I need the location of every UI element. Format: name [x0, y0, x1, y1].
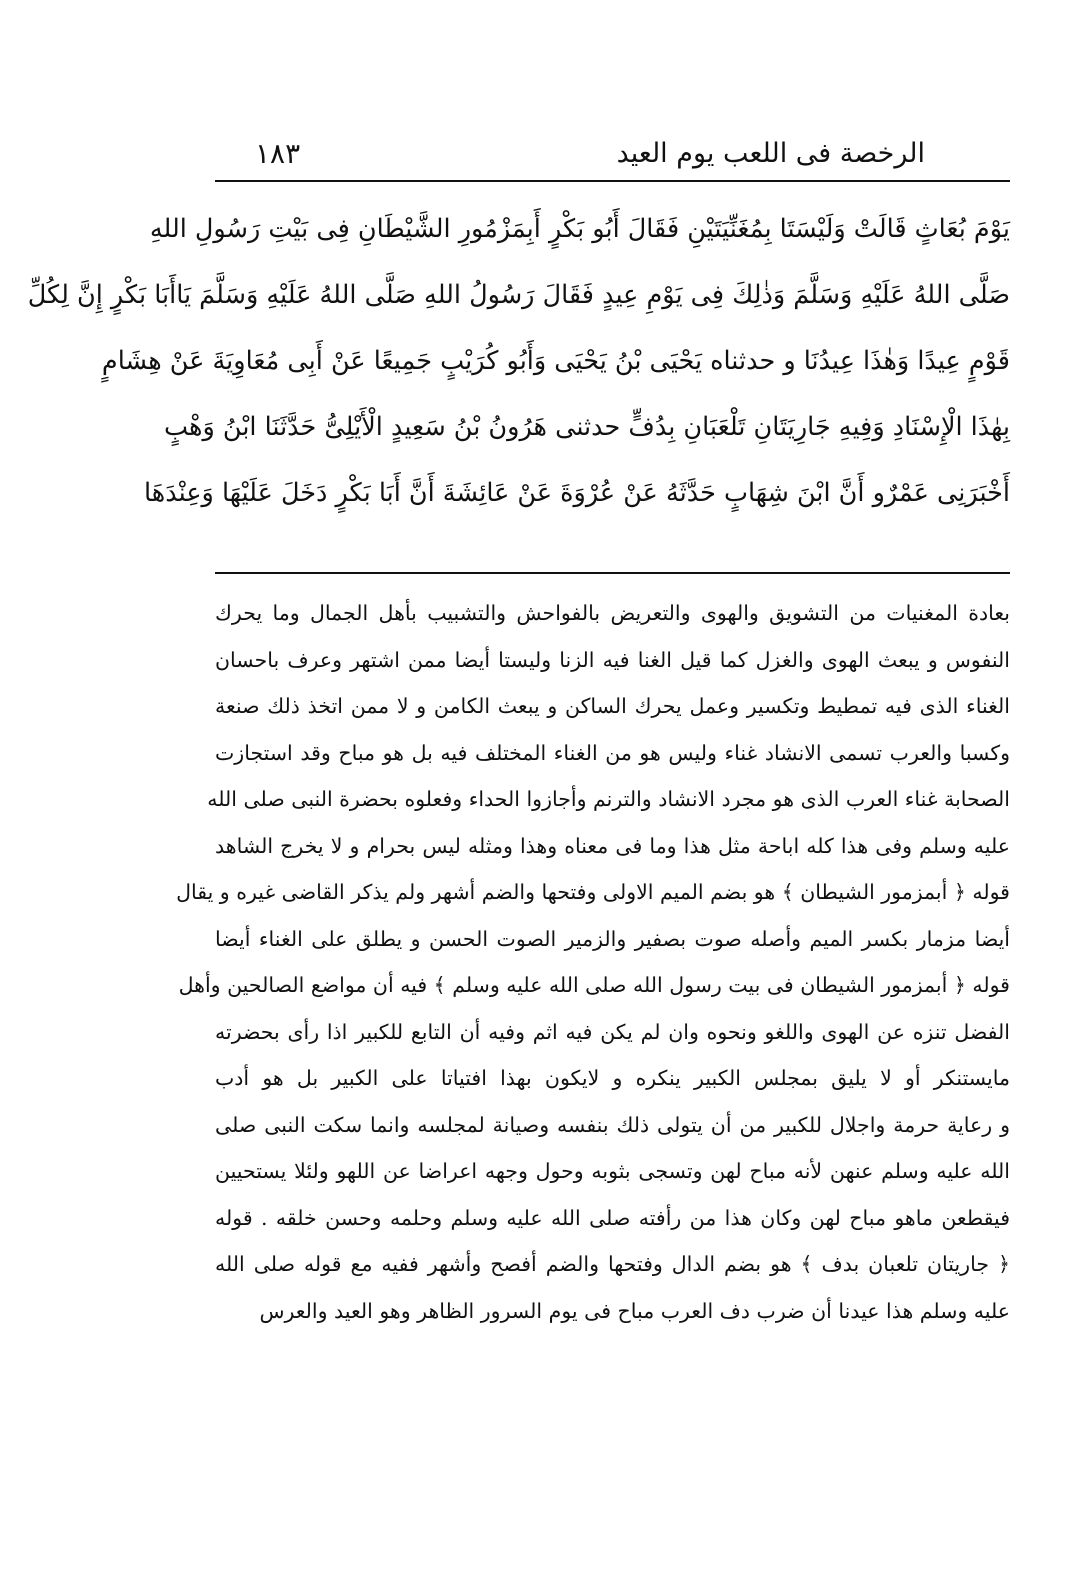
commentary-line: ﴿ جاريتان تلعبان بدف ﴾ هو بضم الدال وفتحها والضم أفصح وأشهر ففيه مع قوله صلى الله [215, 1252, 1010, 1276]
commentary-line: وكسبا والعرب تسمى الانشاد غناء وليس هو من الغناء المختلف فيه بل هو مباح وقد استجازت [215, 740, 1010, 765]
commentary-line: أيضا مزمار بكسر الميم وأصله صوت بصفير والزمير الصوت الحسن و يطلق على الغناء أيضا [215, 926, 1010, 951]
commentary-line: النفوس و يبعث الهوى والغزل كما قيل الغنا فيه الزنا وليستا أيضا ممن اشتهر وعرف باحسان [215, 647, 1010, 672]
page-number: ١٨٣ [255, 137, 301, 170]
hadith-line: قَوْمٍ عِيدًا وَهٰذَا عِيدُنَا و حدثناه يَحْيَى بْنُ يَحْيَى وَأَبُو كُرَيْبٍ جَمِيعًا عَنْ أَبِى مُعَاوِيَةَ عَنْ هِشَامٍ [101, 346, 1010, 376]
commentary-line: فيقطعن ماهو مباح لهن وكان هذا من رأفته صلى الله عليه وسلم وحلمه وحسن خلقه . قوله [215, 1205, 1010, 1230]
hadith-line: صَلَّى اللهُ عَلَيْهِ وَسَلَّمَ وَذٰلِكَ فِى يَوْمِ عِيدٍ فَقَالَ رَسُولُ اللهِ صَلَّى اللهُ عَلَيْهِ وَسَلَّمَ يَاأَبَا بَكْرٍ إِنَّ لِكُلِّ [27, 280, 1010, 310]
hadith-line: بِهٰذَا الْإِسْنَادِ وَفِيهِ جَارِيَتَانِ تَلْعَبَانِ بِدُفٍّ حدثنى هَرُونُ بْنُ سَعِيدٍ الْأَيْلِىُّ حَدَّثَنَا ابْنُ وَهْبٍ [164, 412, 1010, 442]
header-divider [215, 180, 1010, 182]
commentary-line: الصحابة غناء العرب الذى هو مجرد الانشاد والترنم وأجازوا الحداء وفعلوه بحضرة النبى صلى الله [207, 787, 1010, 811]
commentary-divider [215, 572, 1010, 574]
commentary-line: قوله ﴿ أبمزمور الشيطان فى بيت رسول الله صلى الله عليه وسلم ﴾ فيه أن مواضع الصالحين وأهل [178, 973, 1010, 997]
commentary-line: عليه وسلم هذا عيدنا أن ضرب دف العرب مباح فى يوم السرور الظاهر وهو العيد والعرس [259, 1298, 1010, 1323]
commentary-line: بعادة المغنيات من التشويق والهوى والتعريض بالفواحش والتشبيب بأهل الجمال وما يحرك [215, 601, 1010, 625]
page-running-title: الرخصة فى اللعب يوم العيد [616, 138, 925, 169]
hadith-line: يَوْمَ بُعَاثٍ قَالَتْ وَلَيْسَتَا بِمُغَنِّيَتَيْنِ فَقَالَ أَبُو بَكْرٍ أَبِمَزْمُورِ الشَّيْطَانِ فِى بَيْتِ رَسُولِ اللهِ [149, 214, 1010, 244]
hadith-line: أَخْبَرَنِى عَمْرٌو أَنَّ ابْنَ شِهَابٍ حَدَّثَهُ عَنْ عُرْوَةَ عَنْ عَائِشَةَ أَنَّ أَبَا بَكْرٍ دَخَلَ عَلَيْهَا وَعِنْدَهَا [144, 478, 1010, 508]
commentary-line: الله عليه وسلم عنهن لأنه مباح لهن وتسجى بثوبه وحول وجهه اعراضا عن اللهو ولئلا يستحيين [215, 1159, 1010, 1183]
commentary-line: مايستنكر أو لا يليق بمجلس الكبير ينكره و لايكون بهذا افتياتا على الكبير بل هو أدب [215, 1066, 1010, 1090]
commentary-line: و رعاية حرمة واجلال للكبير من أن يتولى ذلك بنفسه وصيانة لمجلسه وانما سكت النبى صلى [215, 1112, 1010, 1137]
hadith-text-block [27, 196, 1010, 526]
commentary-line: الفضل تنزه عن الهوى واللغو ونحوه وان لم يكن فيه اثم وفيه أن التابع للكبير اذا رأى بحضرته [215, 1019, 1010, 1044]
commentary-text-block [176, 590, 1010, 1334]
page-header [215, 132, 1010, 176]
commentary-line: الغناء الذى فيه تمطيط وتكسير وعمل يحرك الساكن و يبعث الكامن و لا ممن اتخذ ذلك صنعة [215, 694, 1010, 718]
commentary-line: عليه وسلم وفى هذا كله اباحة مثل هذا وما فى معناه وهذا ومثله ليس بحرام و لا يخرج الشاهد [215, 833, 1010, 858]
commentary-line: قوله ﴿ أبمزمور الشيطان ﴾ هو بضم الميم الاولى وفتحها والضم أشهر ولم يذكر القاضى غيره و يقال [176, 880, 1010, 904]
